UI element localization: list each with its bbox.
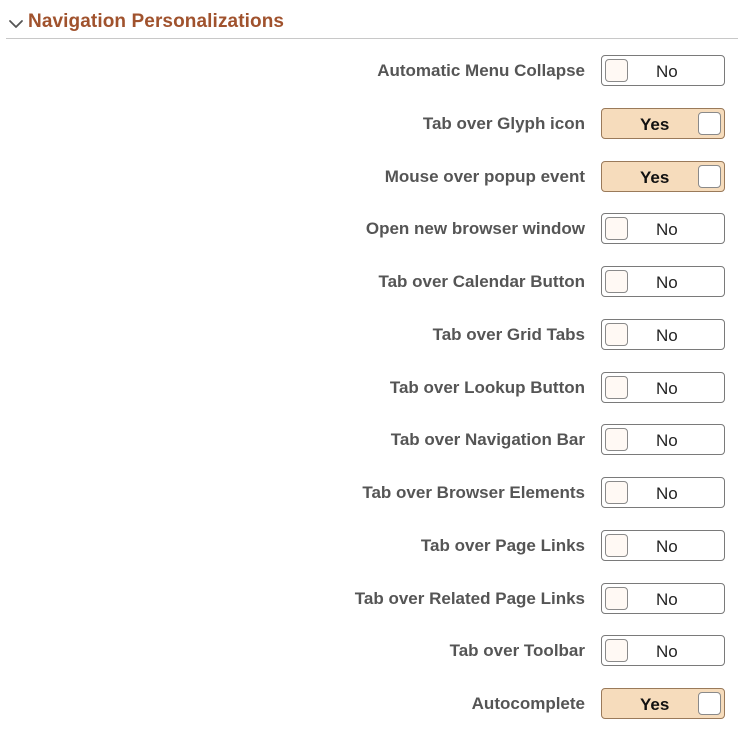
setting-row-tab-over-page-links xyxy=(0,520,738,573)
mouse-over-popup-event-toggle[interactable] xyxy=(601,161,725,192)
open-new-browser-window-toggle[interactable] xyxy=(601,213,725,244)
automatic-menu-collapse-toggle[interactable] xyxy=(601,55,725,86)
tab-over-calendar-button-toggle[interactable] xyxy=(601,266,725,297)
toggle-value: Yes xyxy=(640,114,670,134)
setting-row-tab-over-browser-elements xyxy=(0,467,738,520)
setting-row-tab-over-toolbar xyxy=(0,625,738,678)
toggle-value: No xyxy=(656,484,678,503)
toggle-knob xyxy=(698,112,721,135)
toggle-value: Yes xyxy=(640,695,670,714)
setting-row-tab-over-lookup-button xyxy=(0,362,738,415)
tab-over-glyph-icon-toggle[interactable] xyxy=(601,108,725,139)
tab-over-page-links-toggle[interactable] xyxy=(601,530,725,561)
tab-over-browser-elements-toggle[interactable] xyxy=(601,477,725,508)
setting-label: Tab over Toolbar xyxy=(449,641,585,661)
tab-over-grid-tabs-toggle[interactable] xyxy=(601,319,725,350)
chevron-down-icon xyxy=(8,16,24,32)
tab-over-toolbar-toggle[interactable] xyxy=(601,635,725,666)
setting-label: Mouse over popup event xyxy=(384,166,585,186)
toggle-value: No xyxy=(656,589,678,609)
toggle-value: No xyxy=(656,642,678,662)
setting-label: Tab over Browser Elements xyxy=(362,483,585,502)
setting-row-mouse-over-popup-event xyxy=(0,151,738,204)
toggle-value: No xyxy=(656,378,678,398)
toggle-value: No xyxy=(656,273,678,292)
toggle-knob xyxy=(605,376,628,399)
toggle-value: No xyxy=(656,220,678,240)
setting-row-tab-over-glyph-icon xyxy=(0,98,738,151)
setting-label: Tab over Related Page Links xyxy=(354,588,585,608)
toggle-knob xyxy=(605,639,628,662)
setting-label: Tab over Grid Tabs xyxy=(432,324,585,344)
setting-row-tab-over-grid-tabs xyxy=(0,309,738,362)
setting-label: Tab over Lookup Button xyxy=(389,377,585,397)
setting-label: Autocomplete xyxy=(471,694,585,713)
autocomplete-toggle[interactable] xyxy=(601,688,725,719)
settings-list xyxy=(0,45,738,731)
section-header-navigation-personalizations[interactable] xyxy=(6,8,738,39)
toggle-knob xyxy=(605,323,628,346)
section-title: Navigation Personalizations xyxy=(28,11,285,32)
toggle-knob xyxy=(605,534,628,557)
toggle-knob xyxy=(605,59,628,82)
toggle-knob xyxy=(605,428,628,451)
setting-label: Tab over Calendar Button xyxy=(378,272,585,291)
setting-label: Tab over Glyph icon xyxy=(422,113,585,133)
setting-row-autocomplete xyxy=(0,678,738,731)
setting-row-open-new-browser-window xyxy=(0,203,738,256)
toggle-knob xyxy=(605,481,628,504)
toggle-knob xyxy=(605,587,628,610)
toggle-knob xyxy=(698,165,721,188)
setting-label: Open new browser window xyxy=(365,219,585,239)
toggle-value: No xyxy=(656,325,678,345)
setting-row-tab-over-navigation-bar xyxy=(0,414,738,467)
tab-over-navigation-bar-toggle[interactable] xyxy=(601,424,725,455)
setting-row-tab-over-related-page-links xyxy=(0,573,738,626)
tab-over-lookup-button-toggle[interactable] xyxy=(601,372,725,403)
toggle-knob xyxy=(605,217,628,240)
setting-label: Automatic Menu Collapse xyxy=(377,61,585,80)
toggle-value: No xyxy=(656,62,678,81)
toggle-knob xyxy=(698,692,721,715)
toggle-value: Yes xyxy=(640,167,670,187)
toggle-value: No xyxy=(656,536,678,556)
setting-label: Tab over Page Links xyxy=(420,535,585,555)
setting-row-automatic-menu-collapse xyxy=(0,45,738,98)
toggle-value: No xyxy=(656,431,678,451)
tab-over-related-page-links-toggle[interactable] xyxy=(601,583,725,614)
toggle-knob xyxy=(605,270,628,293)
setting-row-tab-over-calendar-button xyxy=(0,256,738,309)
setting-label: Tab over Navigation Bar xyxy=(390,430,585,450)
